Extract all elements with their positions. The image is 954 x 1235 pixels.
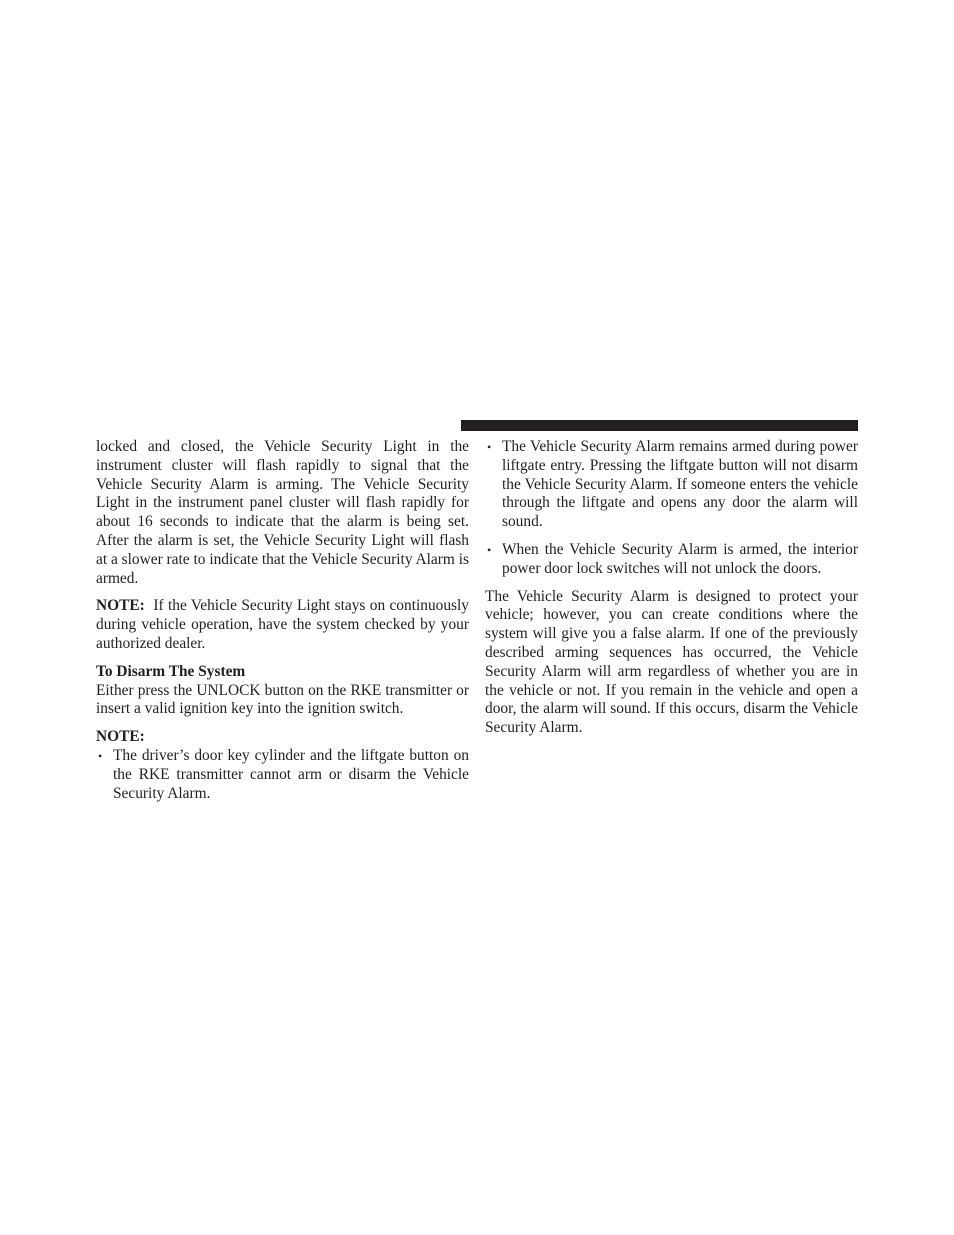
- note-list-continued: [485, 438, 858, 579]
- note-list: [96, 747, 469, 803]
- right-column: [485, 438, 858, 747]
- bullet-icon: •: [98, 748, 103, 763]
- list-item-text: The driver’s door key cylinder and the liftgate button on the RKE transmitter cannot arm or disarm the Vehicle Security Alarm.: [113, 746, 469, 802]
- list-item: [485, 541, 858, 579]
- left-column: [96, 438, 469, 812]
- section-subheading: To Disarm The System: [96, 662, 246, 680]
- list-item-text: When the Vehicle Security Alarm is armed, the interior power door lock switches will not unlock the doors.: [502, 540, 858, 577]
- note-heading: NOTE:: [96, 728, 145, 746]
- note-label: NOTE:: [96, 597, 145, 615]
- body-paragraph-arming: locked and closed, the Vehicle Security Light in the instrument cluster will flash rapidly to signal that the Vehicle Security Alarm is arming. The Vehicle Security Light in the instrument panel cluster will flash rapidly for about 16 seconds to indicate that the alarm is being set. After the alarm is set, the Vehicle Security Light will flash at a slower rate to indicate that the Vehicle Security Alarm is armed.: [96, 438, 469, 587]
- section-header-bar: [461, 420, 858, 431]
- note-paragraph: [96, 597, 469, 653]
- bullet-icon: •: [487, 542, 492, 557]
- body-paragraph-false-alarm: The Vehicle Security Alarm is designed to protect your vehicle; however, you can create conditions where the system will give you a false alarm. If one of the previously described arming sequences has occurred, the Vehicle Security Alarm will arm regardless of whether you are in the vehicle or not. If you remain in the vehicle and open a door, the alarm will sound. If this occurs, disarm the Vehicle Security Alarm.: [485, 587, 858, 737]
- list-item-text: The Vehicle Security Alarm remains armed during power liftgate entry. Pressing the liftgate button will not disarm the Vehicle Security Alarm. If someone enters the vehicle through the liftgate and opens any door the alarm will sound.: [502, 438, 858, 531]
- body-paragraph-disarm: Either press the UNLOCK button on the RKE transmitter or insert a valid ignition key into the ignition switch.: [96, 681, 469, 718]
- bullet-icon: •: [487, 440, 492, 454]
- note-text: If the Vehicle Security Light stays on continuously during vehicle operation, have the system checked by your authorized dealer.: [96, 597, 469, 652]
- list-item: [485, 438, 858, 532]
- list-item: [96, 747, 469, 803]
